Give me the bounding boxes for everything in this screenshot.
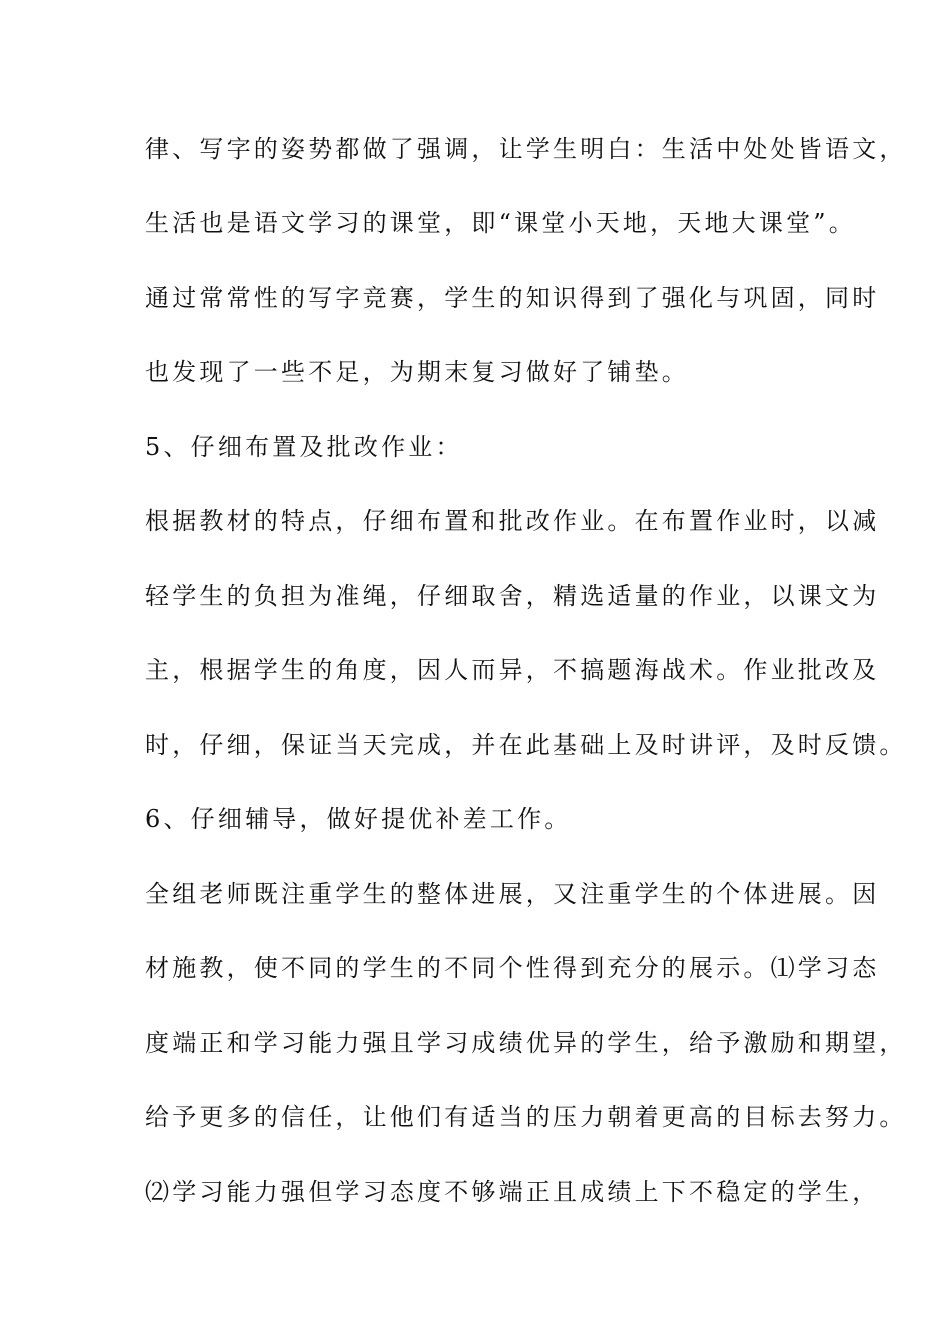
text-line: 轻学生的负担为准绳，仔细取舍，精选适量的作业，以课文为 bbox=[145, 582, 880, 610]
text-line: 律、写字的姿势都做了强调，让学生明白：生活中处处皆语文， bbox=[145, 135, 907, 163]
text-line: 给予更多的信任，让他们有适当的压力朝着更高的目标去努力。 bbox=[145, 1103, 907, 1131]
section-heading-6: 6、仔细辅导，做好提优补差工作。 bbox=[145, 805, 572, 833]
text-line: 也发现了一些不足，为期末复习做好了铺垫。 bbox=[145, 358, 689, 386]
text-line: 根据教材的特点，仔细布置和批改作业。在布置作业时，以减 bbox=[145, 507, 880, 535]
text-line: ⑵学习能力强但学习态度不够端正且成绩上下不稳定的学生， bbox=[145, 1178, 880, 1206]
text-line: 全组老师既注重学生的整体进展，又注重学生的个体进展。因 bbox=[145, 880, 880, 908]
text-line: 度端正和学习能力强且学习成绩优异的学生，给予激励和期望， bbox=[145, 1029, 907, 1057]
section-heading-5: 5、仔细布置及批改作业： bbox=[145, 433, 463, 461]
text-line: 生活也是语文学习的课堂，即“课堂小天地，天地大课堂”。 bbox=[145, 209, 856, 237]
text-line: 时，仔细，保证当天完成，并在此基础上及时讲评，及时反馈。 bbox=[145, 731, 907, 759]
text-line: 主，根据学生的角度，因人而异，不搞题海战术。作业批改及 bbox=[145, 656, 880, 684]
text-line: 通过常常性的写字竞赛，学生的知识得到了强化与巩固，同时 bbox=[145, 284, 880, 312]
text-line: 材施教，使不同的学生的不同个性得到充分的展示。⑴学习态 bbox=[145, 954, 880, 982]
